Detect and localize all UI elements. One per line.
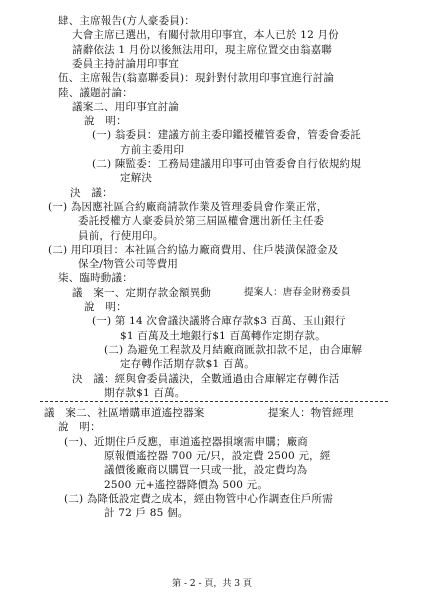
extempore-motion-2-proposer: 提案人：物管經理 — [268, 407, 354, 420]
section-divider — [40, 401, 388, 402]
extempore-motion-2-item-2: (二) 為降低設定費之成本，經由物管中心作調查住戶所需 — [64, 492, 333, 505]
extempore-motion-1-explanation-label: 說 明： — [84, 301, 127, 313]
extempore-motion-2-item-1-cont-3: 2500 元+遙控器降價為 500 元。 — [104, 478, 269, 491]
section-7-heading: 柒、臨時動議： — [58, 272, 133, 285]
resolution-item-1-cont-2: 員前，行使用印。 — [78, 229, 164, 242]
resolution-item-2: (二) 用印項目：本社區合約協力廠商費用、住戶裝潢保證金及 — [48, 243, 339, 256]
extempore-motion-1-resolution-cont: 期存款$1 百萬。 — [104, 386, 186, 399]
extempore-motion-2-explanation-label: 說 明： — [58, 421, 101, 434]
extempore-motion-1-title: 議 案一、定期存款金額異動 — [72, 286, 212, 299]
motion-2-resolution-label: 決 議： — [70, 186, 113, 199]
motion-2-explanation-label: 說 明： — [84, 115, 127, 128]
extempore-motion-1-proposer: 提案人：唐春金財務委員 — [244, 287, 351, 298]
motion-2-item-1: (一) 翁委員：建議方前主委印鑑授權管委會，管委會委託 — [92, 129, 361, 142]
extempore-motion-1-item-2: (二) 為避免工程款及月結廠商匯款扣款不足，由合庫解 — [104, 343, 363, 356]
extempore-motion-1-resolution: 決 議：經與會委員議決，全數通過由合庫解定存轉作活 — [72, 372, 340, 385]
section-6-heading: 陸、議題討論： — [58, 86, 133, 99]
extempore-motion-2-item-2-cont: 計 72 戶 85 個。 — [104, 507, 189, 520]
extempore-motion-2-item-1-cont-1: 原報價遙控器 700 元/只，設定費 2500 元，經 — [104, 450, 331, 462]
extempore-motion-1-item-1-cont: $1 百萬及土地銀行$1 百萬轉作定期存款。 — [120, 329, 326, 342]
extempore-motion-2-item-1: (一)、近期住戶反應，車道遙控器損壞需申購；廠商 — [64, 435, 308, 448]
resolution-item-2-cont: 保全/物管公司等費用 — [78, 258, 179, 271]
extempore-motion-2-title: 議 案二、社區增購車道遙控器案 — [44, 407, 205, 420]
section-4-body-line-2: 請辭依法 1 月份以後無法用印，現主席位置交由翁嘉聯 — [72, 43, 333, 56]
extempore-motion-1-item-1: (一) 第 14 次會議決議將合庫存款$3 百萬、玉山銀行 — [92, 315, 346, 328]
section-4-heading: 肆、主席報告(方人豪委員)： — [58, 15, 195, 27]
section-4-body-line-3: 委員主持討論用印事宜 — [72, 57, 179, 70]
motion-2-item-2: (二) 陳監委：工務局建議用印事可由管委會自行依規約規 — [92, 158, 361, 170]
motion-2-title: 議案二、用印事宜討論 — [72, 100, 179, 113]
page-footer: 第 - 2 - 頁，共 3 頁 — [172, 579, 252, 589]
motion-2-item-1-cont: 方前主委用印 — [120, 143, 185, 156]
resolution-item-1-cont-1: 委託授權方人豪委員於第三屆區權會選出新任主任委 — [78, 215, 325, 228]
section-4-body-line-1: 大會主席已選出，有關付款用印事宜，本人已於 12 月份 — [72, 29, 339, 42]
extempore-motion-1-item-2-cont: 定存轉作活期存款$1 百萬。 — [120, 358, 255, 371]
section-5-heading: 伍、主席報告(翁嘉聯委員)：現針對付款用印事宜進行討論 — [58, 72, 335, 85]
resolution-item-1: (一) 為因應社區合約廠商請款作業及管理委員會作業正常， — [48, 200, 328, 213]
motion-2-item-2-cont: 定解決 — [120, 172, 153, 185]
extempore-motion-2-item-1-cont-2: 議價後廠商以購買一只或一批，設定費均為 — [104, 464, 308, 477]
